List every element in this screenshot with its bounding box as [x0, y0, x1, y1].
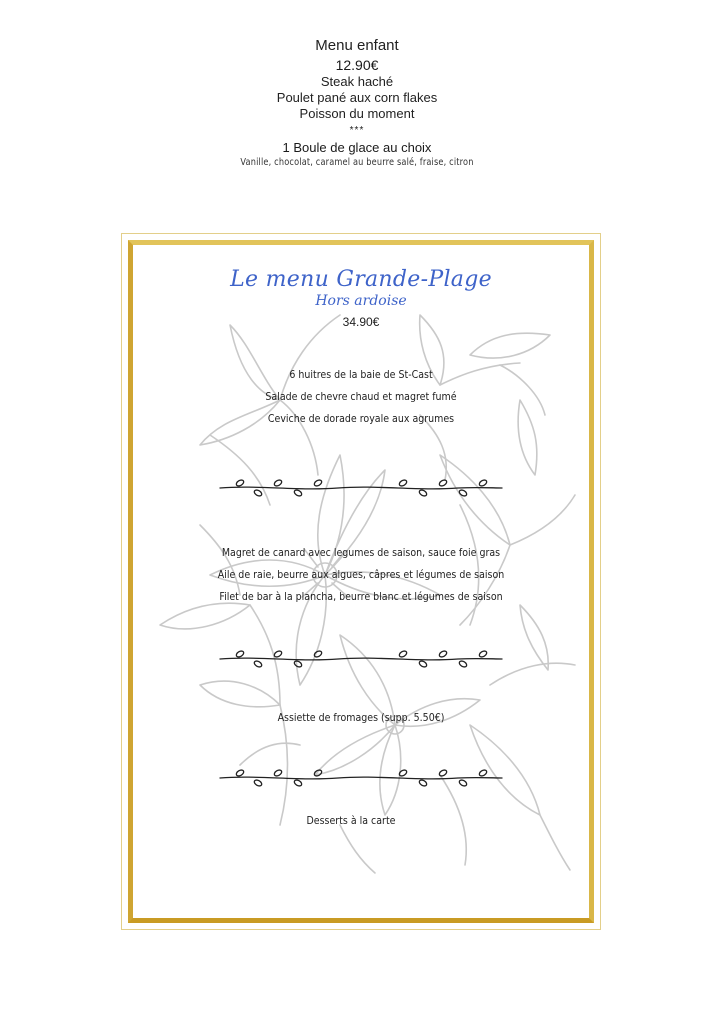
- starter-item: 6 huitres de la baie de St-Cast: [289, 368, 433, 381]
- kids-menu-item: Steak haché: [320, 74, 394, 89]
- starter-item: Ceviche de dorade royale aux agrumes: [267, 412, 455, 425]
- main-item: Magret de canard avec legumes de saison, sauce foie gras: [221, 546, 501, 559]
- vine-divider-icon: [218, 477, 504, 499]
- menu-subtitle: Hors ardoise: [315, 293, 407, 309]
- desserts-item: Desserts à la carte: [306, 814, 396, 827]
- starter-item: Salade de chevre chaud et magret fumé: [265, 390, 457, 403]
- kids-menu-flavors: Vanille, chocolat, caramel au beurre salé, fraise, citron: [240, 157, 474, 168]
- kids-menu-item: Poulet pané aux corn flakes: [276, 90, 438, 105]
- main-item: Aile de raie, beurre aux algues, câpres et légumes de saison: [217, 568, 505, 581]
- menu-price: 34.90€: [342, 315, 380, 329]
- kids-menu-dessert: 1 Boule de glace au choix: [282, 140, 432, 155]
- kids-menu-title: Menu enfant: [315, 37, 399, 54]
- vine-divider-icon: [218, 767, 504, 789]
- main-item: Filet de bar à la plancha, beurre blanc et légumes de saison: [219, 590, 503, 603]
- menu-title: Le menu Grande-Plage: [230, 267, 492, 292]
- kids-menu-separator: ***: [349, 125, 365, 136]
- kids-menu: [0, 36, 714, 170]
- kids-menu-price: 12.90€: [335, 57, 379, 73]
- vine-divider-icon: [218, 648, 504, 670]
- kids-menu-item: Poisson du moment: [299, 106, 415, 121]
- grande-plage-menu: [133, 245, 589, 918]
- cheese-item: Assiette de fromages (supp. 5.50€): [277, 711, 445, 724]
